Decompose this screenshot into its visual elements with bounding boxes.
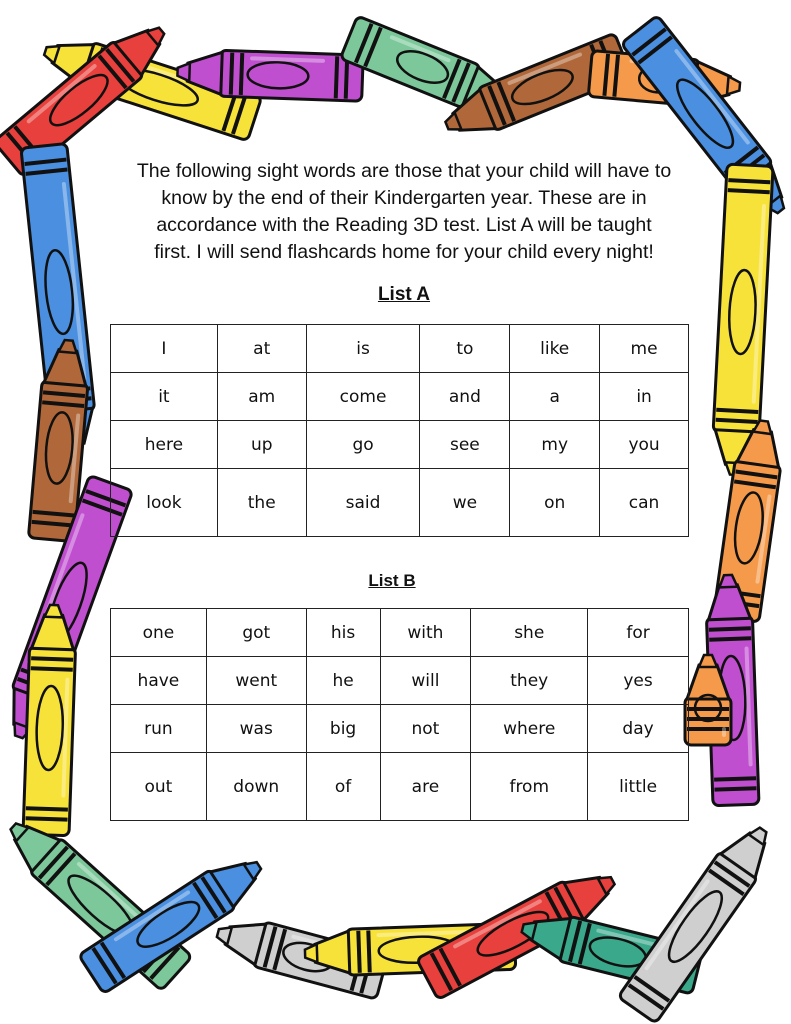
word-cell: at	[217, 325, 306, 373]
intro-line: know by the end of their Kindergarten year. These are in	[161, 187, 647, 209]
word-cell: we	[420, 469, 510, 537]
crayon-gray-21	[618, 817, 782, 1024]
table-row	[111, 753, 689, 821]
word-cell: they	[471, 657, 588, 705]
table-row	[111, 469, 689, 537]
word-cell: up	[217, 421, 306, 469]
word-cell: the	[217, 469, 306, 537]
list-a-title: List A	[377, 284, 431, 305]
list-b-table	[110, 608, 689, 821]
word-cell: here	[111, 421, 218, 469]
word-cell: for	[588, 609, 689, 657]
word-cell: to	[420, 325, 510, 373]
table-row	[111, 325, 689, 373]
word-cell: me	[600, 325, 689, 373]
word-cell: big	[306, 705, 380, 753]
word-cell: it	[111, 373, 218, 421]
word-cell: with	[380, 609, 471, 657]
word-cell: little	[588, 753, 689, 821]
table-row	[111, 609, 689, 657]
intro-paragraph	[112, 158, 696, 266]
word-cell: is	[306, 325, 420, 373]
table-row	[111, 705, 689, 753]
table-row	[111, 657, 689, 705]
word-cell: I	[111, 325, 218, 373]
word-cell: not	[380, 705, 471, 753]
word-cell: got	[206, 609, 306, 657]
word-cell: one	[111, 609, 207, 657]
word-cell: are	[380, 753, 471, 821]
word-cell: and	[420, 373, 510, 421]
word-cell: she	[471, 609, 588, 657]
list-b-title: List B	[368, 571, 416, 590]
word-cell: day	[588, 705, 689, 753]
word-cell: in	[600, 373, 689, 421]
word-cell: see	[420, 421, 510, 469]
word-cell: yes	[588, 657, 689, 705]
word-cell: of	[306, 753, 380, 821]
word-cell: can	[600, 469, 689, 537]
word-cell: he	[306, 657, 380, 705]
word-cell: you	[600, 421, 689, 469]
word-cell: out	[111, 753, 207, 821]
word-cell: am	[217, 373, 306, 421]
word-cell: where	[471, 705, 588, 753]
word-cell: come	[306, 373, 420, 421]
intro-line: The following sight words are those that your child will have to	[136, 160, 672, 182]
word-cell: said	[306, 469, 420, 537]
word-cell: have	[111, 657, 207, 705]
word-cell: his	[306, 609, 380, 657]
table-row	[111, 373, 689, 421]
word-cell: on	[510, 469, 600, 537]
word-cell: went	[206, 657, 306, 705]
word-cell: a	[510, 373, 600, 421]
list-a-table	[110, 324, 689, 537]
intro-line: accordance with the Reading 3D test. List A will be taught	[156, 214, 652, 236]
word-cell: will	[380, 657, 471, 705]
word-cell: run	[111, 705, 207, 753]
word-cell: my	[510, 421, 600, 469]
word-cell: from	[471, 753, 588, 821]
word-cell: was	[206, 705, 306, 753]
intro-line: first. I will send flashcards home for your child every night!	[154, 241, 654, 263]
table-row	[111, 421, 689, 469]
word-cell: like	[510, 325, 600, 373]
word-cell: down	[206, 753, 306, 821]
word-cell: go	[306, 421, 420, 469]
word-cell: look	[111, 469, 218, 537]
